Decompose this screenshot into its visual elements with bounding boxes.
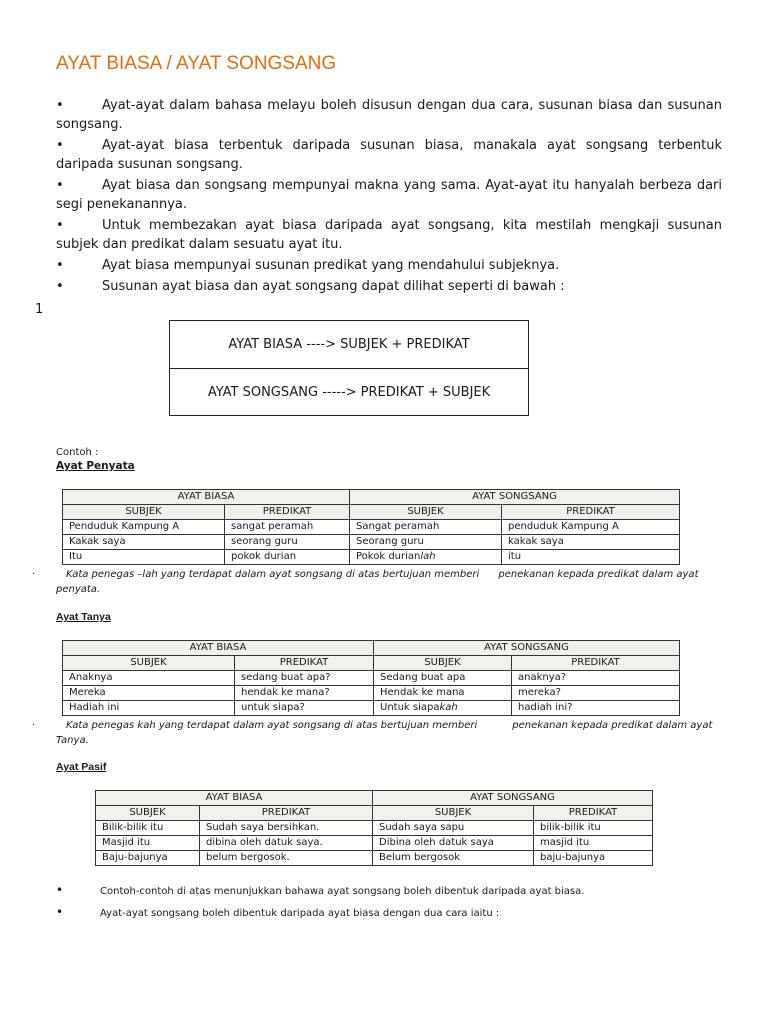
table-cell: Untuk siapakah (374, 701, 512, 716)
subheader-cell: PREDIKAT (235, 656, 374, 671)
subheader-cell: PREDIKAT (225, 505, 350, 520)
bullet-icon: • (56, 98, 64, 113)
subheader-cell: SUBJEK (96, 806, 200, 821)
table-cell: kakak saya (502, 535, 680, 550)
table-cell: Anaknya (63, 671, 235, 686)
intro-bullet-list (56, 96, 722, 298)
emphasis-suffix: lah (420, 551, 436, 562)
table-cell: itu (502, 550, 680, 565)
table-cell: dibina oleh datuk saya. (200, 836, 373, 851)
table-penyata (62, 489, 680, 565)
subheader-cell: PREDIKAT (512, 656, 680, 671)
subheader-cell: SUBJEK (373, 806, 534, 821)
list-item: • Contoh-contoh di atas menunjukkan bahawa ayat songsang boleh dibentuk daripada ayat biasa. (56, 883, 585, 897)
bullet-icon: • (56, 138, 64, 153)
table-cell: baju-bajunya (534, 851, 653, 866)
note-tanya: · Kata penegas kah yang terdapat dalam ayat songsang di atas bertujuan memberi penekanan kepada predikat dalam ayat Tanya. (32, 720, 716, 746)
subheader-cell: SUBJEK (63, 656, 235, 671)
bullet-icon: • (56, 279, 64, 294)
table-pasif (95, 790, 653, 866)
list-item: • Ayat-ayat biasa terbentuk daripada susunan biasa, manakala ayat songsang terbentuk daripada susunan songsang. (56, 138, 722, 172)
header-ayat-songsang: AYAT SONGSANG (374, 641, 680, 656)
header-ayat-biasa: AYAT BIASA (63, 641, 374, 656)
table-cell: untuk siapa? (235, 701, 374, 716)
section-heading-tanya: Ayat Tanya (56, 611, 111, 623)
table-cell: Itu (63, 550, 225, 565)
table-cell: mereka? (512, 686, 680, 701)
table-cell: Sudah saya bersihkan. (200, 821, 373, 836)
closing-bullet-list (56, 883, 722, 899)
table-cell: sangat peramah (225, 520, 350, 535)
emphasis-suffix: kah (439, 702, 458, 713)
list-item: • Ayat biasa dan songsang mempunyai makna yang sama. Ayat-ayat itu hanyalah berbeza dari segi penekanannya. (56, 178, 722, 212)
table-cell: Baju-bajunya (96, 851, 200, 866)
note-marker: · (32, 569, 36, 580)
subheader-cell: SUBJEK (63, 505, 225, 520)
subheader-cell: PREDIKAT (502, 505, 680, 520)
structure-box (169, 320, 529, 416)
structure-songsang: AYAT SONGSANG -----> PREDIKAT + SUBJEK (207, 385, 491, 400)
list-item: • Untuk membezakan ayat biasa daripada ayat songsang, kita mestilah mengkaji susunan subjek dan predikat dalam sesuatu ayat itu. (56, 218, 722, 252)
bullet-icon: • (56, 178, 64, 193)
table-cell: Belum bergosok (373, 851, 534, 866)
subheader-cell: SUBJEK (350, 505, 502, 520)
table-cell: Hendak ke mana (374, 686, 512, 701)
table-cell: Bilik-bilik itu (96, 821, 200, 836)
list-item: • Ayat-ayat dalam bahasa melayu boleh disusun dengan dua cara, susunan biasa dan susunan songsang. (56, 98, 722, 132)
table-cell: hadiah ini? (512, 701, 680, 716)
subheader-cell: PREDIKAT (534, 806, 653, 821)
bullet-icon: • (56, 258, 64, 273)
table-tanya (62, 640, 680, 716)
table-cell: anaknya? (512, 671, 680, 686)
section-heading-penyata: Ayat Penyata (56, 460, 135, 472)
table-cell: belum bergosok. (200, 851, 373, 866)
table-row (96, 821, 653, 836)
table-cell: Sudah saya sapu (373, 821, 534, 836)
note-marker: · (32, 720, 36, 731)
table-cell: Mereka (63, 686, 235, 701)
header-ayat-songsang: AYAT SONGSANG (373, 791, 653, 806)
table-cell: Hadiah ini (63, 701, 235, 716)
table-row (96, 851, 653, 866)
table-row (96, 836, 653, 851)
table-row (63, 671, 680, 686)
section-heading-pasif: Ayat Pasif (56, 761, 107, 773)
table-cell: seorang guru (225, 535, 350, 550)
table-cell: pokok durian (225, 550, 350, 565)
note-penyata: · Kata penegas –lah yang terdapat dalam ayat songsang di atas bertujuan memberi penekanan kepada predikat dalam ayat penyata. (32, 569, 702, 595)
header-ayat-biasa: AYAT BIASA (63, 490, 350, 505)
table-cell: Pokok durianlah (350, 550, 502, 565)
table-cell: Seorang guru (350, 535, 502, 550)
list-item: • Ayat-ayat songsang boleh dibentuk daripada ayat biasa dengan dua cara iaitu : (56, 905, 500, 919)
structure-biasa: AYAT BIASA ----> SUBJEK + PREDIKAT (170, 321, 528, 369)
header-ayat-songsang: AYAT SONGSANG (350, 490, 680, 505)
table-cell: Penduduk Kampung A (63, 520, 225, 535)
table-row (63, 701, 680, 716)
subheader-cell: SUBJEK (374, 656, 512, 671)
table-cell: bilik-bilik itu (534, 821, 653, 836)
table-row (63, 535, 680, 550)
list-item: • Susunan ayat biasa dan ayat songsang dapat dilihat seperti di bawah : (56, 279, 565, 294)
table-cell: masjid itu (534, 836, 653, 851)
header-ayat-biasa: AYAT BIASA (96, 791, 373, 806)
contoh-label: Contoh : (56, 447, 99, 458)
table-cell: penduduk Kampung A (502, 520, 680, 535)
table-cell: Masjid itu (96, 836, 200, 851)
table-cell: Sedang buat apa (374, 671, 512, 686)
table-cell: Kakak saya (63, 535, 225, 550)
table-cell: Sangat peramah (350, 520, 502, 535)
table-row (63, 686, 680, 701)
table-cell: sedang buat apa? (235, 671, 374, 686)
table-cell: Dibina oleh datuk saya (373, 836, 534, 851)
table-row (63, 550, 680, 565)
table-cell: hendak ke mana? (235, 686, 374, 701)
bullet-icon: • (56, 905, 64, 919)
subheader-cell: PREDIKAT (200, 806, 373, 821)
list-item: • Ayat biasa mempunyai susunan predikat yang mendahului subjeknya. (56, 258, 560, 273)
table-row (63, 520, 680, 535)
page-title: AYAT BIASA / AYAT SONGSANG (56, 53, 337, 74)
bullet-icon: • (56, 883, 64, 897)
bullet-icon: • (56, 218, 64, 233)
page-number: 1 (35, 302, 44, 317)
closing-bullet-list (56, 905, 722, 921)
